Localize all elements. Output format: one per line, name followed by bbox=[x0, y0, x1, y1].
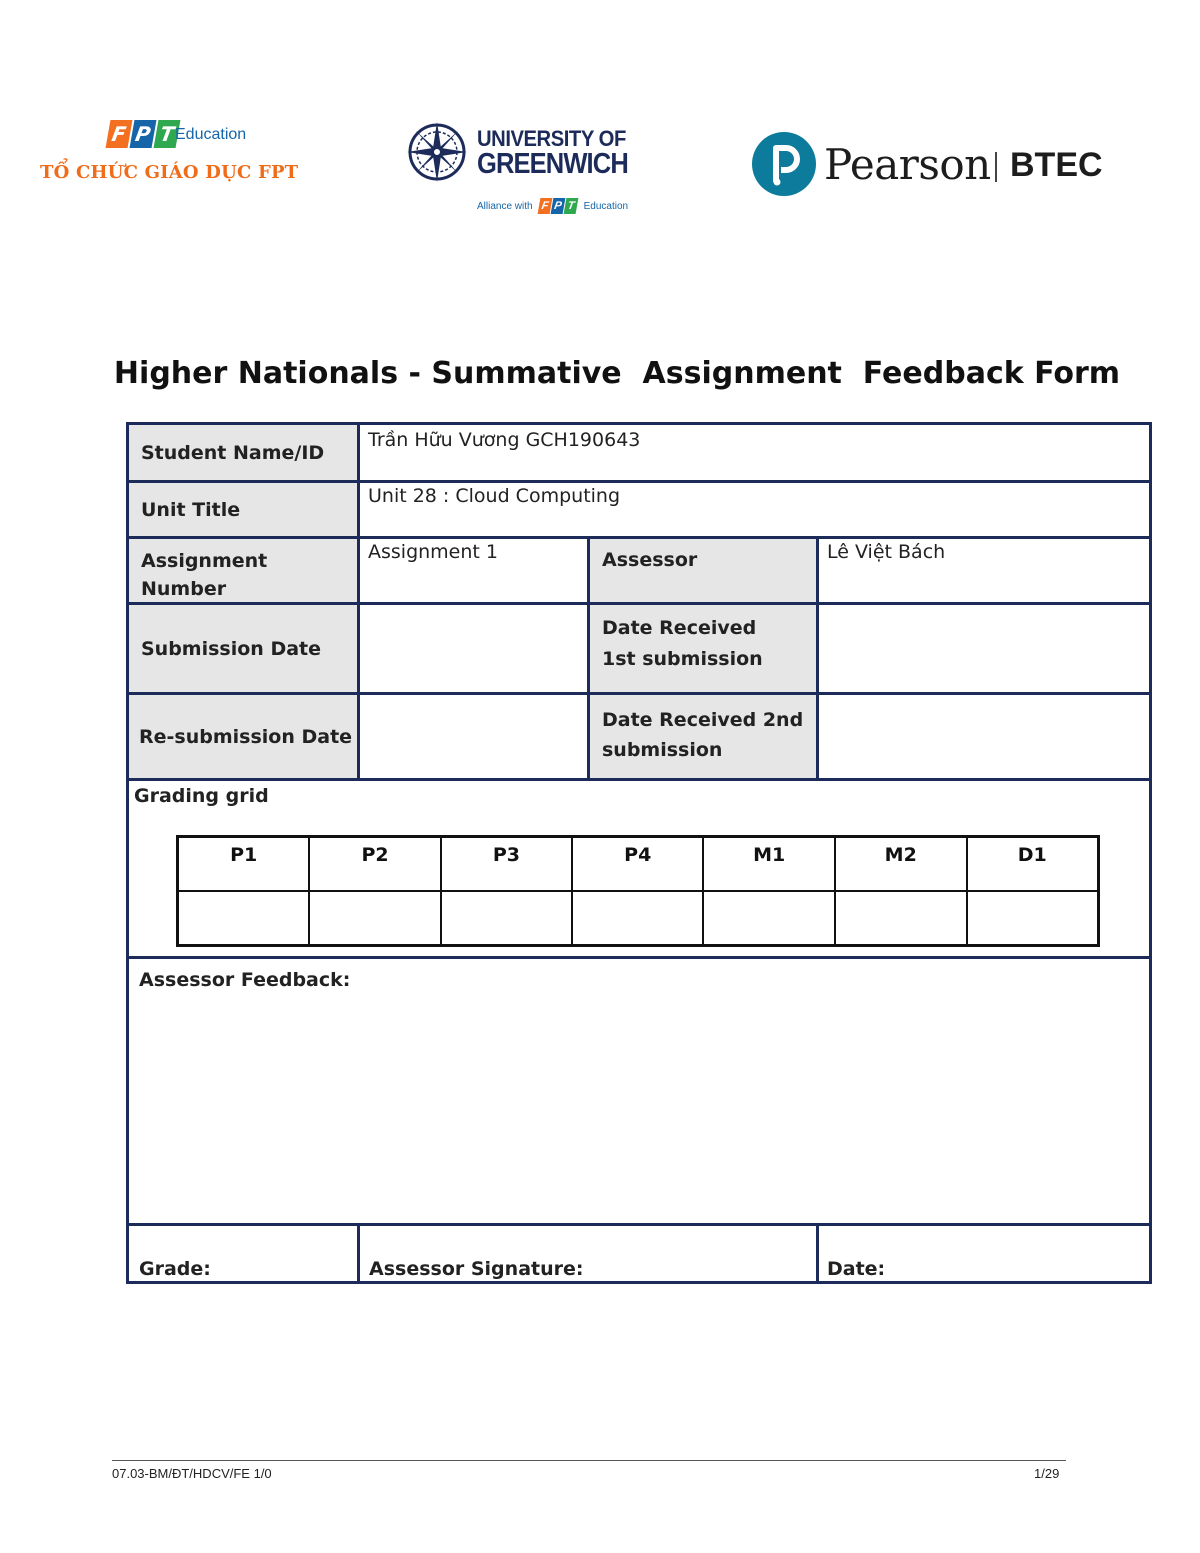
grade-value-m2 bbox=[835, 891, 967, 946]
resubmission-date-label: Re-submission Date bbox=[129, 695, 357, 778]
date-received-2-value bbox=[819, 695, 1149, 778]
feedback-form bbox=[126, 422, 1152, 1284]
fpt-org-name: TỔ CHỨC GIÁO DỤC FPT bbox=[40, 162, 299, 183]
column-divider bbox=[816, 536, 819, 781]
grade-criterion-m2: M2 bbox=[835, 837, 967, 892]
fpt-education-label: Education bbox=[175, 126, 247, 143]
row-divider bbox=[129, 1223, 1149, 1226]
pearson-btec-logo bbox=[752, 130, 1103, 205]
grade-value-p1 bbox=[178, 891, 310, 946]
column-divider bbox=[357, 1223, 360, 1281]
grade-value-p3 bbox=[441, 891, 572, 946]
assignment-number-label-line-1: Assignment bbox=[141, 550, 268, 572]
date-received-1-label-line-2: 1st submission bbox=[602, 648, 763, 670]
grade-value-p4 bbox=[572, 891, 703, 946]
footer-page-number: 1/29 bbox=[1034, 1466, 1060, 1481]
unit-title-value: Unit 28 : Cloud Computing bbox=[368, 485, 621, 507]
assessor-signature-label: Assessor Signature: bbox=[369, 1258, 584, 1280]
fpt-letter-blocks bbox=[108, 120, 180, 148]
row-divider bbox=[129, 778, 1149, 781]
grade-criterion-p2: P2 bbox=[309, 837, 440, 892]
fpt-letter-p: P bbox=[130, 120, 157, 148]
assessor-feedback-label: Assessor Feedback: bbox=[139, 969, 351, 991]
fpt-letter-t: T bbox=[154, 120, 181, 148]
date-received-1-label-line-1: Date Received bbox=[602, 617, 757, 639]
grade-criterion-m1: M1 bbox=[703, 837, 835, 892]
fpt-letter-f: F bbox=[106, 120, 133, 148]
column-divider bbox=[816, 1223, 819, 1281]
date-received-1-value bbox=[819, 605, 1149, 692]
pearson-p-icon bbox=[752, 132, 816, 196]
fpt-education-logo bbox=[40, 118, 310, 198]
student-name-value: Trần Hữu Vương GCH190643 bbox=[368, 429, 641, 451]
row-divider bbox=[129, 602, 1149, 605]
row-divider bbox=[129, 692, 1149, 695]
page-title: Higher Nationals - Summative Assignment Feedback Form bbox=[113, 356, 1121, 391]
grade-value-d1 bbox=[967, 891, 1099, 946]
row-divider bbox=[129, 956, 1149, 959]
date-received-2-label-line-2: submission bbox=[602, 739, 723, 761]
alliance-education-label: Education bbox=[583, 200, 629, 212]
btec-wordmark: BTEC bbox=[1010, 146, 1103, 184]
grade-value-p2 bbox=[309, 891, 440, 946]
row-divider bbox=[129, 480, 1149, 483]
footer-divider bbox=[112, 1460, 1066, 1461]
date-label: Date: bbox=[827, 1258, 886, 1280]
grading-grid-header-row bbox=[178, 837, 1099, 892]
date-received-2-label bbox=[590, 695, 816, 778]
grade-criterion-p1: P1 bbox=[178, 837, 310, 892]
column-divider bbox=[357, 425, 360, 781]
mini-letter-f: F bbox=[537, 198, 552, 214]
assessor-value: Lê Việt Bách bbox=[827, 541, 946, 563]
column-divider bbox=[587, 536, 590, 781]
assignment-number-value: Assignment 1 bbox=[368, 541, 498, 563]
resubmission-date-value bbox=[360, 695, 587, 778]
grading-grid-table bbox=[176, 835, 1100, 947]
assignment-number-label bbox=[129, 539, 357, 602]
assignment-number-label-line-2: Number bbox=[141, 578, 227, 600]
compass-rose-icon bbox=[405, 120, 469, 184]
date-received-1-label bbox=[590, 605, 816, 692]
mini-letter-p: P bbox=[550, 198, 565, 214]
grading-grid-value-row bbox=[178, 891, 1099, 946]
greenwich-alliance bbox=[477, 198, 628, 214]
grade-value-m1 bbox=[703, 891, 835, 946]
grade-criterion-p4: P4 bbox=[572, 837, 703, 892]
grading-grid-label: Grading grid bbox=[134, 785, 269, 807]
grade-criterion-p3: P3 bbox=[441, 837, 572, 892]
row-divider bbox=[129, 536, 1149, 539]
greenwich-line-1: UNIVERSITY OF bbox=[477, 126, 626, 151]
footer-document-code: 07.03-BM/ĐT/HDCV/FE 1/0 bbox=[112, 1466, 272, 1481]
alliance-label: Alliance with bbox=[477, 200, 533, 212]
grade-criterion-d1: D1 bbox=[967, 837, 1099, 892]
university-of-greenwich-logo bbox=[405, 120, 635, 220]
assessor-label: Assessor bbox=[590, 539, 816, 602]
date-received-2-label-line-1: Date Received 2nd bbox=[602, 709, 804, 731]
greenwich-line-2: GREENWICH bbox=[477, 148, 628, 180]
student-name-label: Student Name/ID bbox=[129, 425, 357, 480]
grade-label: Grade: bbox=[139, 1258, 211, 1280]
submission-date-label: Submission Date bbox=[129, 605, 357, 692]
unit-title-label: Unit Title bbox=[129, 483, 357, 536]
mini-letter-t: T bbox=[563, 198, 578, 214]
submission-date-value bbox=[360, 605, 587, 692]
pearson-separator bbox=[995, 152, 997, 182]
pearson-wordmark: Pearson bbox=[824, 140, 991, 189]
